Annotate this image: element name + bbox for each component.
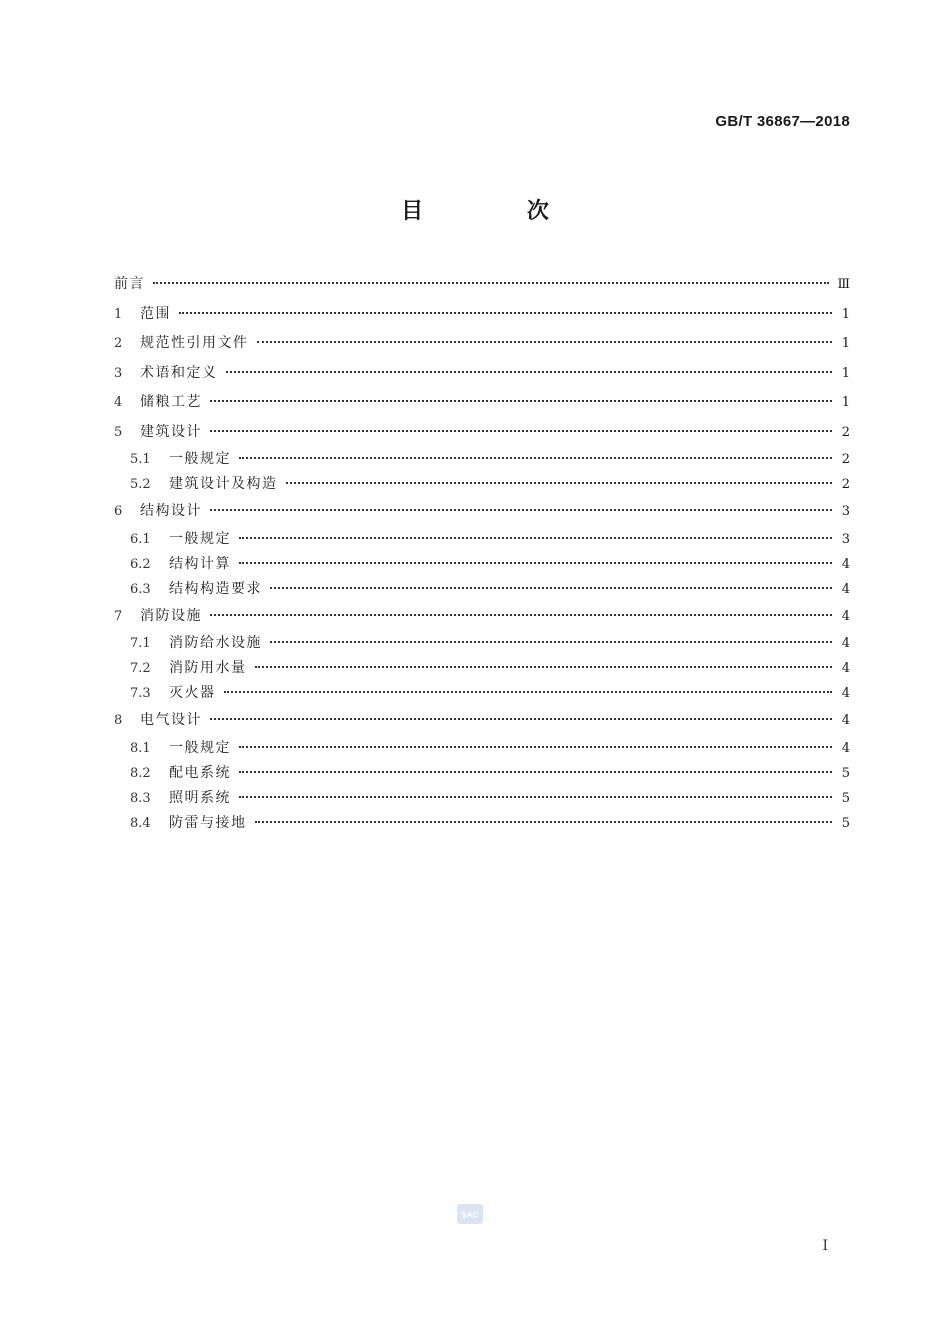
toc-entry-label: 结构设计	[140, 503, 202, 519]
toc-entry[interactable]	[114, 602, 850, 632]
toc-entry-number: 8.3	[130, 790, 151, 806]
toc-entry[interactable]	[114, 497, 850, 527]
toc-entry[interactable]	[114, 472, 850, 497]
toc-entry-page: 3	[841, 504, 850, 519]
toc-entry-number: 4	[114, 395, 123, 410]
sac-logo-text: SAC	[461, 1210, 479, 1220]
page-number: I	[822, 1238, 828, 1254]
toc-entry-number: 6.2	[130, 556, 151, 572]
toc-dot-leader	[239, 449, 832, 463]
toc-dot-leader	[255, 813, 833, 827]
toc-dot-leader	[210, 710, 832, 724]
toc-entry-number: 6.3	[130, 581, 151, 597]
toc-entry[interactable]	[114, 388, 850, 418]
toc-entry-page: 5	[841, 765, 850, 781]
toc-entry-page: 2	[841, 452, 850, 467]
toc-entry-page: 1	[841, 306, 850, 322]
toc-entry[interactable]	[114, 447, 850, 472]
toc-dot-leader	[224, 683, 833, 697]
toc-entry-label: 一般规定	[169, 530, 231, 547]
toc-entry-number: 8.2	[130, 765, 151, 781]
toc-dot-leader	[210, 392, 832, 406]
toc-entry-page: 1	[841, 395, 850, 410]
toc-entry-page: 4	[841, 608, 850, 624]
toc-entry-page: 3	[841, 531, 850, 547]
toc-entry-number: 8.4	[130, 815, 151, 831]
toc-entry-page: 1	[841, 365, 850, 381]
toc-entry-page: 5	[841, 790, 850, 806]
page-title: 目 次	[401, 199, 597, 224]
toc-entry-page: 4	[841, 713, 850, 728]
toc-entry-number: 1	[114, 306, 123, 322]
toc-entry[interactable]	[114, 811, 850, 836]
toc-entry-number: 5	[114, 424, 123, 440]
toc-dot-leader	[239, 763, 832, 777]
toc-entry-label: 防雷与接地	[169, 814, 247, 831]
toc-entry-page: 2	[841, 424, 850, 440]
toc-entry[interactable]	[114, 329, 850, 359]
toc-entry-label: 灭火器	[169, 685, 216, 701]
toc-entry-number: 6	[114, 504, 123, 519]
toc-entry-label: 结构构造要求	[169, 580, 262, 597]
toc-entry[interactable]	[114, 631, 850, 656]
toc-entry-label: 照明系统	[169, 789, 231, 806]
toc-entry-page: 2	[841, 477, 850, 492]
toc-entry-label: 电气设计	[140, 712, 202, 728]
toc-entry-label: 术语和定义	[140, 364, 218, 381]
toc-dot-leader	[257, 333, 833, 347]
toc-entry[interactable]	[114, 681, 850, 706]
toc-entry[interactable]	[114, 786, 850, 811]
toc-entry-label: 建筑设计	[140, 423, 202, 440]
toc-entry-page: Ⅲ	[837, 277, 850, 292]
toc-dot-leader	[210, 606, 832, 620]
toc-entry-page: 4	[841, 661, 850, 676]
toc-entry-number: 7	[114, 608, 123, 624]
toc-entry-label: 范围	[140, 305, 171, 322]
toc-dot-leader	[239, 554, 832, 568]
sac-logo-watermark	[457, 1204, 483, 1224]
toc-entry-page: 4	[841, 556, 850, 572]
toc-entry-number: 3	[114, 365, 123, 381]
toc-entry-number: 7.3	[130, 686, 151, 701]
toc-entry-page: 4	[841, 636, 850, 651]
toc-entry-label: 储粮工艺	[140, 394, 202, 410]
toc-entry[interactable]	[114, 418, 850, 448]
toc-entry-number: 7.1	[130, 636, 151, 651]
toc-entry-number: 8.1	[130, 740, 151, 756]
toc-entry[interactable]	[114, 270, 850, 300]
toc-entry-label: 消防设施	[140, 607, 202, 624]
toc-dot-leader	[226, 363, 833, 377]
toc-entry-label: 消防用水量	[169, 660, 247, 676]
toc-dot-leader	[210, 501, 832, 515]
toc-entry[interactable]	[114, 656, 850, 681]
toc-entry-number: 2	[114, 336, 123, 351]
toc-entry-label: 建筑设计及构造	[169, 476, 278, 492]
toc-dot-leader	[255, 658, 833, 672]
toc-entry-number: 5.1	[130, 452, 151, 467]
toc-entry-label: 一般规定	[169, 451, 231, 467]
toc-dot-leader	[153, 274, 829, 288]
toc-entry-number: 8	[114, 713, 123, 728]
toc-dot-leader	[239, 788, 832, 802]
toc-entry[interactable]	[114, 300, 850, 330]
toc-entry-label: 结构计算	[169, 555, 231, 572]
toc-entry-label: 消防给水设施	[169, 635, 262, 651]
toc-entry[interactable]	[114, 527, 850, 552]
toc-entry-number: 5.2	[130, 477, 151, 492]
toc-entry-label: 规范性引用文件	[140, 335, 249, 351]
toc-entry-page: 4	[841, 686, 850, 701]
toc-entry-number: 6.1	[130, 531, 151, 547]
toc-entry-label: 配电系统	[169, 764, 231, 781]
toc-entry[interactable]	[114, 359, 850, 389]
toc-dot-leader	[286, 474, 833, 488]
toc-entry-page: 1	[841, 336, 850, 351]
toc-entry[interactable]	[114, 736, 850, 761]
toc-entry[interactable]	[114, 761, 850, 786]
toc-entry-page: 4	[841, 581, 850, 597]
toc-entry[interactable]	[114, 577, 850, 602]
toc-entry[interactable]	[114, 552, 850, 577]
toc-entry[interactable]	[114, 706, 850, 736]
toc-dot-leader	[239, 529, 832, 543]
toc-dot-leader	[179, 304, 832, 318]
toc-entry-number: 7.2	[130, 661, 151, 676]
table-of-contents	[114, 270, 850, 836]
toc-entry-label: 一般规定	[169, 739, 231, 756]
toc-dot-leader	[239, 738, 832, 752]
toc-dot-leader	[210, 422, 832, 436]
toc-entry-page: 5	[841, 815, 850, 831]
toc-entry-label: 前言	[114, 276, 145, 292]
standard-number: GB/T 36867—2018	[715, 113, 850, 130]
toc-dot-leader	[270, 579, 832, 593]
toc-dot-leader	[270, 633, 832, 647]
toc-entry-page: 4	[841, 740, 850, 756]
